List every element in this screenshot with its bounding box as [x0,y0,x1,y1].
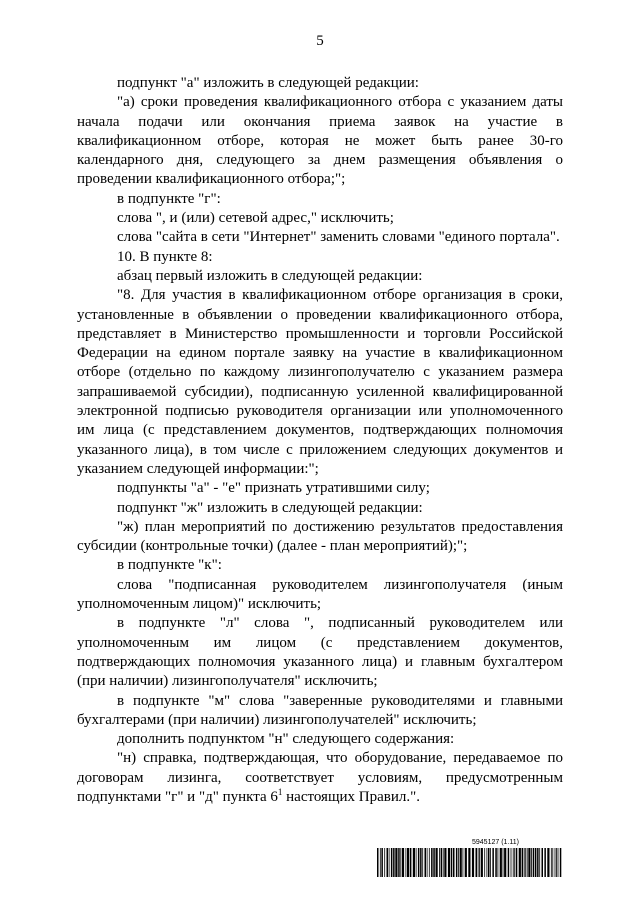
paragraph-last [77,749,563,807]
paragraph: "8. Для участия в квалификационном отборе организация в сроки, установленные в объявлении о проведении квалификационного отбора, представляет в Министерство промышленности и торговли Российской Федерации на едином портале заявку на участие в квалификационном отборе (отдельно по каждому лизингополучателю с указанием размера запрашиваемой субсидии), подписанную усиленной квалифицированной электронной подписью руководителя организации или уполномоченного им лица (с представлением документов, подтверждающих полномочия указанного лица), в том числе с приложением следующих документов и указанием следующей информации:"; [77,287,563,477]
paragraph: в подпункте "к": [117,557,222,574]
paragraph-text: настоящих Правил.". [282,788,420,805]
paragraph: в подпункте "г": [117,190,221,207]
paragraph: слова "подписанная руководителем лизингополучателя (иным уполномоченным лицом)" исключить; [77,576,563,613]
barcode-number: 5945127 (1.11) [472,839,519,846]
paragraph: слова "сайта в сети "Интернет" заменить словами "единого портала". [117,229,560,246]
paragraph: дополнить подпунктом "н" следующего содержания: [117,731,455,748]
document-body [77,74,563,807]
paragraph: слова ", и (или) сетевой адрес," исключить; [117,210,394,227]
paragraph: подпункты "а" - "е" признать утратившими силу; [117,480,430,497]
paragraph: в подпункте "м" слова "заверенные руководителями и главными бухгалтерами (при наличии) лизингополучателей" исключить; [77,692,563,728]
barcode [377,848,562,877]
paragraph: подпункт "ж" изложить в следующей редакции: [117,499,423,516]
paragraph: "ж) план мероприятий по достижению результатов предоставления субсидии (контрольные точки) (далее - план мероприятий);"; [77,518,563,555]
paragraph: 10. В пункте 8: [117,248,213,265]
paragraph: "а) сроки проведения квалификационного отбора с указанием даты начала подачи или окончания приема заявок на участие в квалификационном отборе, которая не может быть ранее 30-го календарного дня, следующего за днем размещения объявления о проведении квалификационного отбора;"; [77,94,563,188]
paragraph-text: "н) справка, подтверждающая, что оборудование, передаваемое по договорам лизинга, соответствует условиям, предусмотренным подпунктами "г" и "д" пункта 6 [77,750,563,805]
superscript: 1 [277,786,283,797]
paragraph: подпункт "а" изложить в следующей редакции: [117,75,419,91]
paragraph: абзац первый изложить в следующей редакции: [117,267,423,284]
page-number: 5 [316,33,324,49]
paragraph: в подпункте "л" слова ", подписанный руководителем или уполномоченным им лицом (с представлением документов, подтверждающих полномочия указанного лица) и главным бухгалтером (при наличии) лизингополучателя" исключить; [77,615,563,690]
